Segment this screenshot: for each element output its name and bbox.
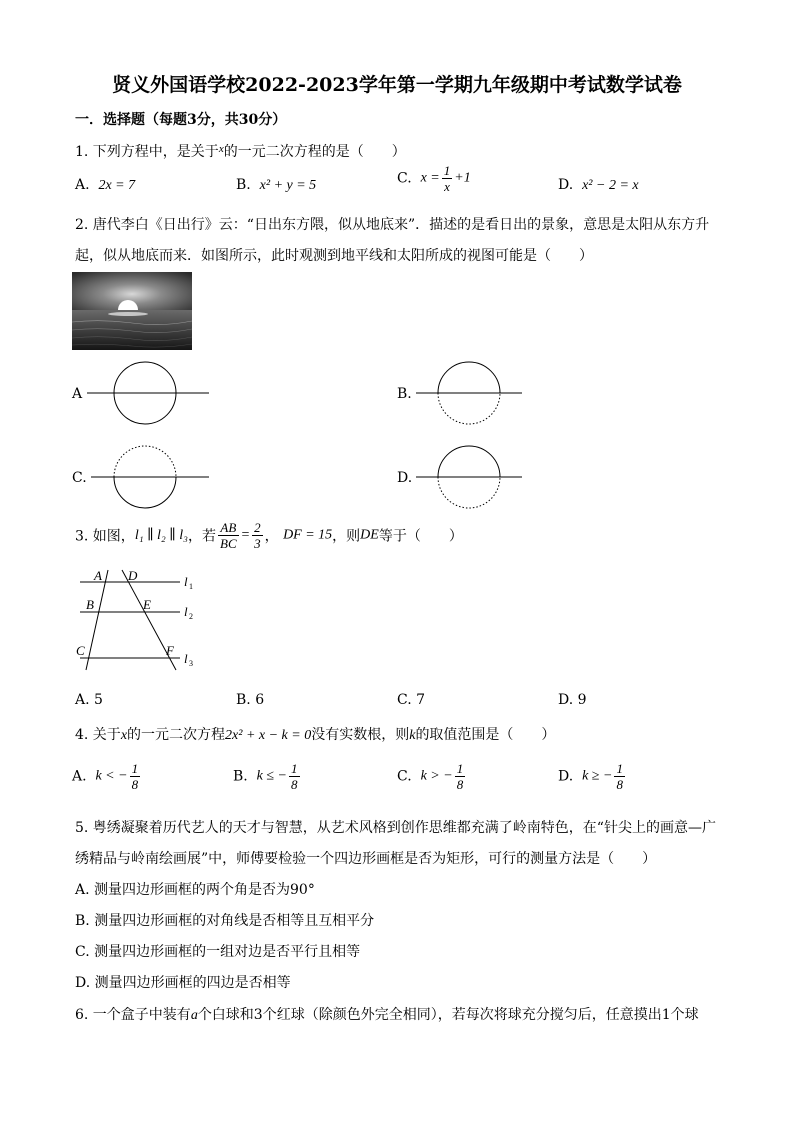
line-l2-sub: 2	[189, 612, 193, 621]
point-b-label: B	[86, 597, 94, 612]
point-e-label: E	[143, 597, 151, 612]
page-title: 贤义外国语学校2022-2023学年第一学期九年级期中考试数学试卷	[112, 74, 682, 96]
question-3-option-a[interactable]: A. 5	[75, 692, 103, 708]
parallel-lines-figure	[72, 566, 202, 678]
question-2-option-b-figure[interactable]	[412, 360, 527, 426]
question-1-text-b: 的一元二次方程的是（ ）	[223, 144, 406, 160]
line-l1-sub: 1	[189, 582, 193, 591]
question-1-var: x	[218, 143, 224, 155]
question-5-option-a[interactable]: A. 测量四边形画框的两个角是否为90°	[75, 882, 315, 898]
question-5-option-b[interactable]: B. 测量四边形画框的对角线是否相等且互相平分	[75, 913, 375, 929]
question-3-option-c[interactable]: C. 7	[397, 692, 426, 708]
question-2-option-c-figure[interactable]	[85, 444, 215, 510]
line-l2-label: l	[184, 604, 188, 619]
question-3-option-b[interactable]: B. 6	[236, 692, 265, 708]
line-l3-sub: 3	[189, 659, 193, 668]
question-4-option-d[interactable]: D. k ≥ − $\frac{1}{8}$	[558, 761, 623, 792]
question-3-stem: 3. 如图，l₁ ∥ l₂ ∥ l₃，若 $\frac{AB}{BC}$ = $\frac{2}{3}$ ， DF = 15，则DE等于（ ）	[75, 520, 463, 551]
question-2-option-d-figure[interactable]	[412, 444, 527, 510]
point-a-label: A	[94, 568, 102, 583]
question-4-option-c[interactable]: C. k > − $\frac{1}{8}$	[397, 761, 464, 792]
question-5-option-d[interactable]: D. 测量四边形画框的四边是否相等	[75, 975, 291, 991]
point-d-label: D	[128, 568, 138, 583]
question-2-option-d-label[interactable]: D.	[397, 470, 413, 486]
question-2-option-b-label[interactable]: B.	[397, 386, 412, 402]
question-1-option-c[interactable]: C. x = $\frac{1}{x}$ +1	[397, 163, 471, 194]
question-1-option-b[interactable]: B. x² + y = 5	[236, 177, 317, 193]
question-2-line2: 起，似从地底而来．如图所示，此时观测到地平线和太阳所成的视图可能是（ ）	[75, 248, 593, 264]
question-2-option-a-figure[interactable]	[85, 360, 215, 426]
question-1-option-d[interactable]: D. x² − 2 = x	[558, 177, 639, 193]
question-5-line1: 5. 粤绣凝聚着历代艺人的天才与智慧，从艺术风格到创作思维都充满了岭南特色，在“针尖上的画意—广	[75, 820, 716, 836]
question-1-option-a[interactable]: A. 2x = 7	[75, 177, 136, 193]
question-1-text: 1. 下列方程中，是关于	[75, 144, 219, 160]
question-4-stem: 4. 关于x的一元二次方程2x² + x − k = 0没有实数根，则k的取值范围是（ ）	[75, 727, 556, 743]
question-2-option-c-label[interactable]: C.	[72, 470, 87, 486]
line-l3-label: l	[184, 651, 188, 666]
section-heading: 一．选择题（每题3分，共30分）	[75, 112, 287, 128]
question-2-option-a-label[interactable]: A	[72, 386, 83, 402]
sunrise-photo	[72, 272, 192, 350]
question-4-option-a[interactable]: A. k < − $\frac{1}{8}$	[72, 761, 139, 792]
question-5-line2: 绣精品与岭南绘画展”中，师傅要检验一个四边形画框是否为矩形，可行的测量方法是（ ）	[75, 851, 657, 867]
question-3-option-d[interactable]: D. 9	[558, 692, 587, 708]
point-c-label: C	[76, 643, 85, 658]
point-f-label: F	[166, 643, 174, 658]
line-l1-label: l	[184, 574, 188, 589]
question-4-option-b[interactable]: B. k ≤ − $\frac{1}{8}$	[233, 761, 298, 792]
question-2-line1: 2. 唐代李白《日出行》云：“日出东方隈，似从地底来”．描述的是看日出的景象，意思是太阳从东方升	[75, 217, 710, 233]
question-6-stem: 6. 一个盒子中装有a个白球和3个红球（除颜色外完全相同），若每次将球充分搅匀后，任意摸出1个球	[75, 1007, 699, 1023]
question-1-stem	[75, 141, 406, 161]
question-5-option-c[interactable]: C. 测量四边形画框的一组对边是否平行且相等	[75, 944, 361, 960]
